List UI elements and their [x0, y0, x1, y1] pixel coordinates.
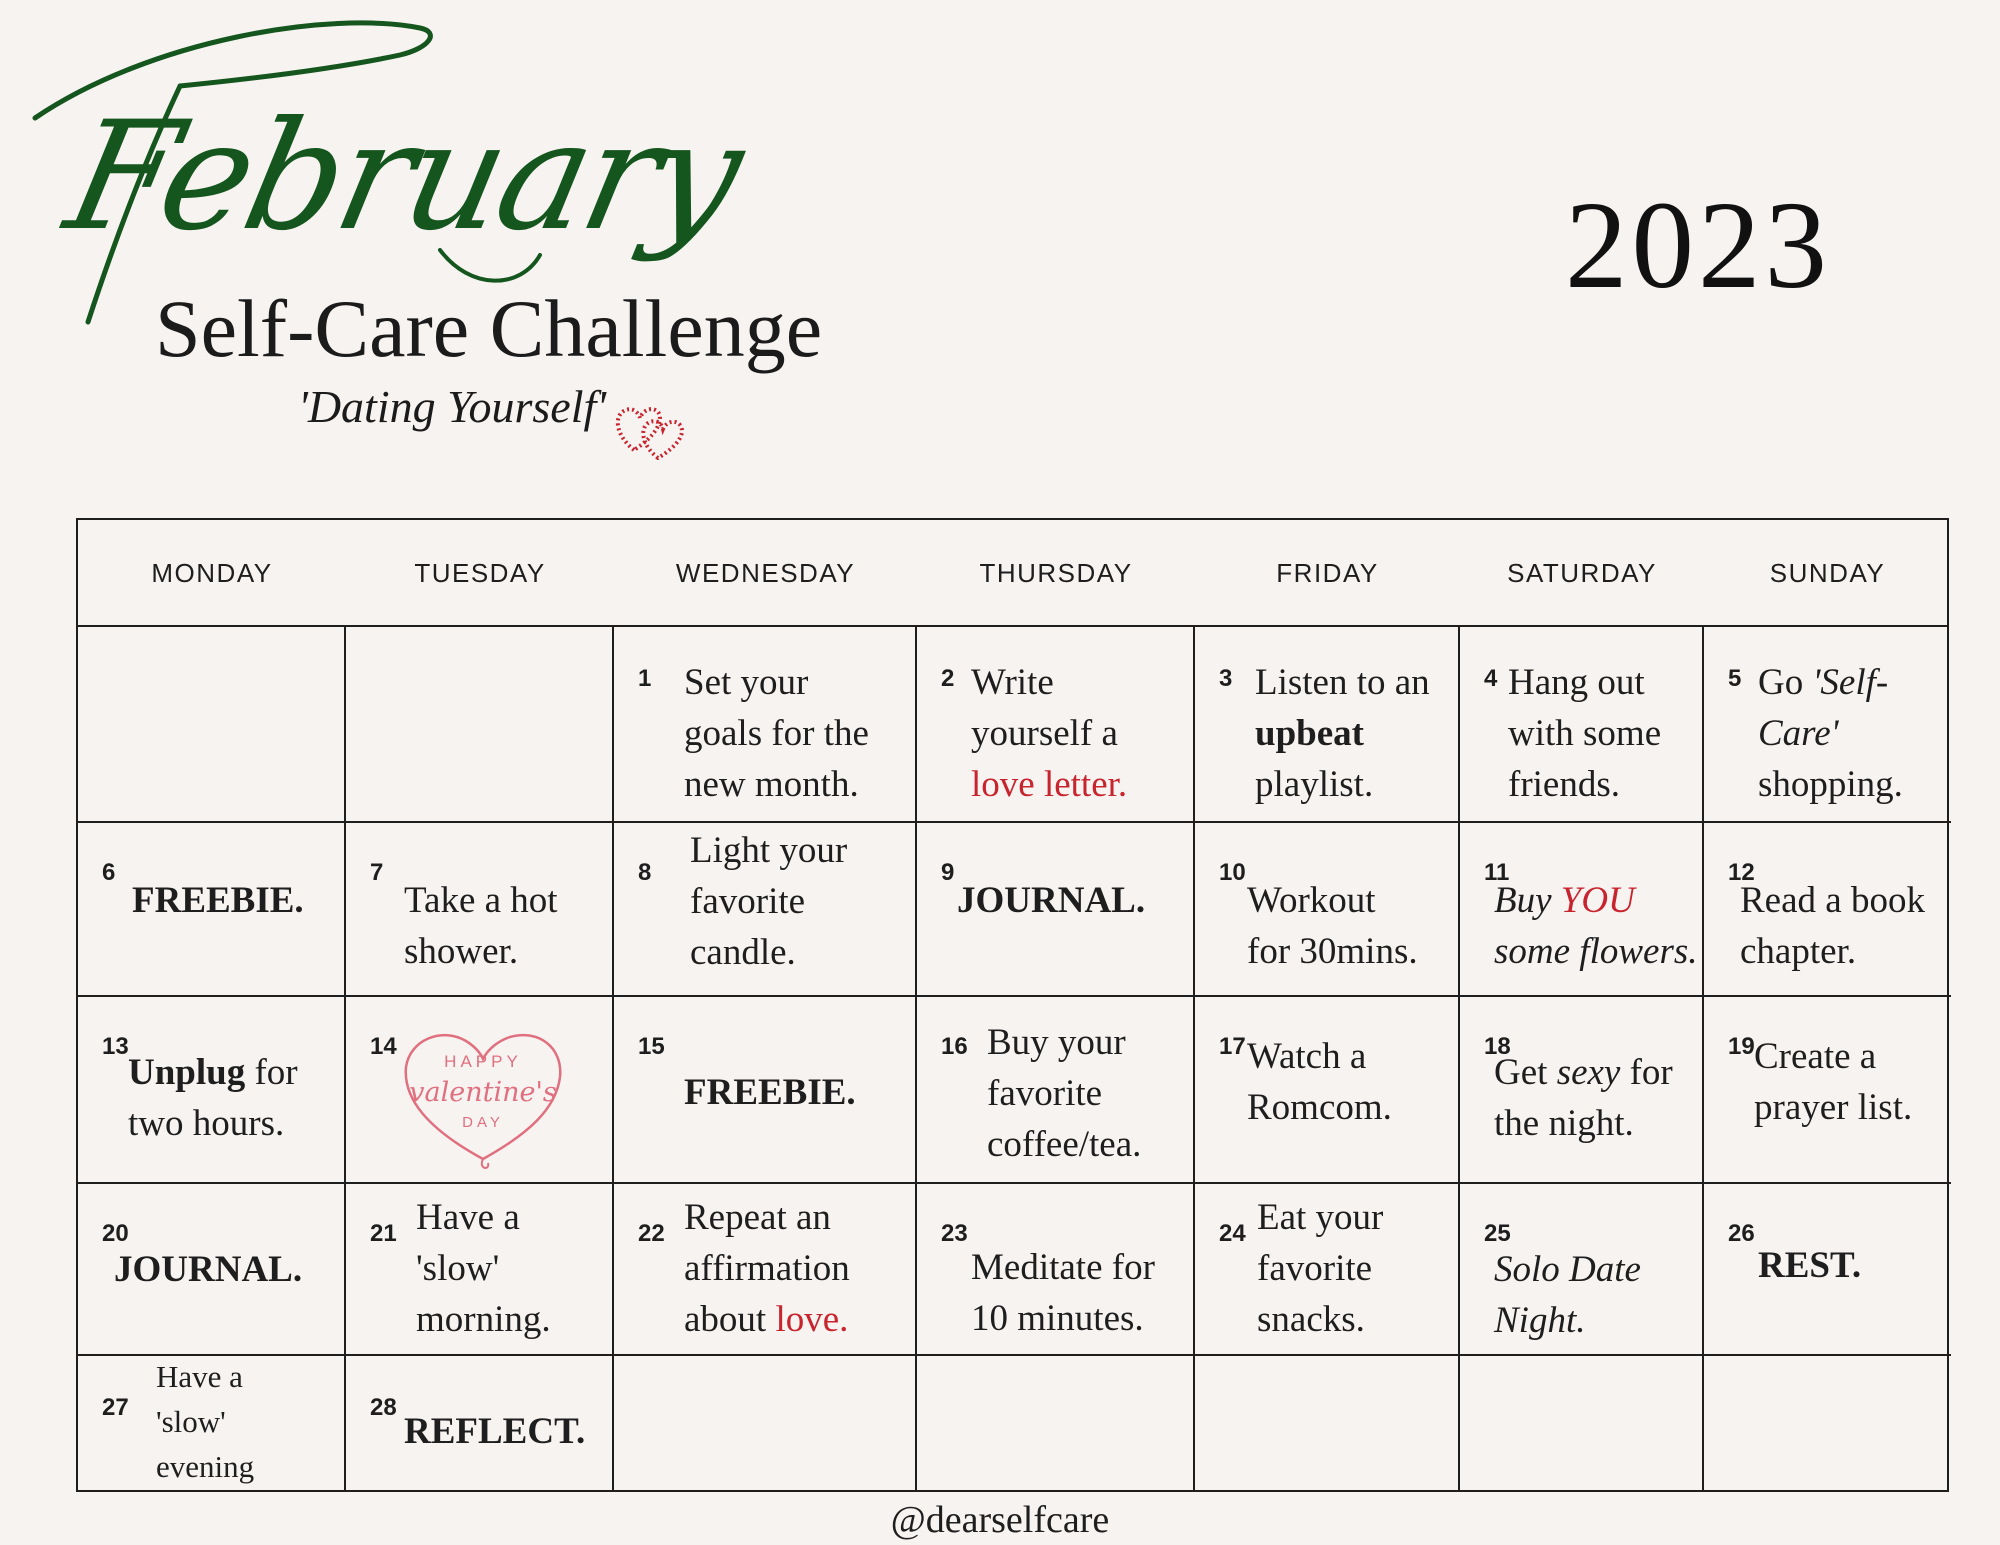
footer-handle: @dearselfcare: [890, 1499, 1110, 1541]
calendar-cell-empty: [917, 1356, 1195, 1492]
calendar-cell-day-2: [917, 627, 1195, 823]
calendar-cell-day-18: [1460, 997, 1704, 1184]
calendar-cell-day-23: [917, 1184, 1195, 1356]
day-number: 11: [1484, 859, 1510, 886]
day-task: Light your favorite candle.: [690, 830, 848, 973]
tagline: 'Dating Yourself': [298, 381, 607, 432]
day-task: Eat your favorite snacks.: [1257, 1197, 1384, 1340]
calendar-cell-day-10: [1195, 823, 1460, 997]
day-task: REST.: [1758, 1245, 1862, 1286]
day-task: FREEBIE.: [132, 880, 304, 921]
day-task: Go 'Self- Care' shopping.: [1758, 662, 1903, 805]
weekday-friday: FRIDAY: [1276, 558, 1379, 588]
weekday-header-row: [78, 520, 1947, 627]
day-task: Solo Date Night.: [1494, 1249, 1641, 1341]
day-number: 7: [370, 859, 384, 886]
calendar-cell-day-25: [1460, 1184, 1704, 1356]
day-task: REFLECT.: [404, 1411, 586, 1452]
weekday-saturday: SATURDAY: [1507, 558, 1657, 588]
calendar-cell-day-8: [614, 823, 917, 997]
day-number: 22: [638, 1220, 665, 1247]
calendar-cell-day-19: [1704, 997, 1951, 1184]
hearts-icon: [612, 400, 687, 460]
calendar-cell-day-11: [1460, 823, 1704, 997]
calendar-cell-day-7: [346, 823, 614, 997]
calendar-cell-empty: [346, 627, 614, 823]
calendar-cell-day-16: [917, 997, 1195, 1184]
day-number: 5: [1728, 665, 1742, 692]
calendar-cell-day-9: [917, 823, 1195, 997]
day-task: JOURNAL.: [114, 1249, 303, 1290]
day-task: Unplug for two hours.: [128, 1052, 298, 1144]
day-task: Buy YOU some flowers.: [1494, 880, 1698, 972]
day-number: 2: [941, 665, 955, 692]
day-number: 4: [1484, 665, 1498, 692]
day-task: Watch a Romcom.: [1247, 1036, 1392, 1128]
day-number: 18: [1484, 1033, 1511, 1060]
day-task: Write yourself a love letter.: [971, 662, 1128, 805]
day-task: Take a hot shower.: [404, 880, 558, 972]
page-subtitle: Self-Care Challenge: [155, 283, 823, 374]
calendar-cell-empty: [1460, 1356, 1704, 1492]
day-number: 13: [102, 1033, 129, 1060]
calendar-cell-empty: [1195, 1356, 1460, 1492]
calendar-cell-day-22: [614, 1184, 917, 1356]
calendar-cell-day-5: [1704, 627, 1951, 823]
calendar-cell-day-28: [346, 1356, 614, 1492]
day-number: 19: [1728, 1033, 1755, 1060]
weekday-thursday: THURSDAY: [979, 558, 1133, 588]
calendar-cell-day-24: [1195, 1184, 1460, 1356]
day-number: 23: [941, 1220, 968, 1247]
calendar-cell-day-1: [614, 627, 917, 823]
calendar-cell-day-4: [1460, 627, 1704, 823]
day-task: Listen to an upbeat playlist.: [1255, 662, 1430, 805]
calendar-cell-day-26: [1704, 1184, 1951, 1356]
weekday-sunday: SUNDAY: [1769, 558, 1886, 588]
valentines-heart-icon: [398, 1019, 568, 1169]
day-task: Create a prayer list.: [1754, 1036, 1913, 1128]
day-task: Repeat an affirmation about love.: [684, 1197, 850, 1340]
day-task: Get sexy for the night.: [1494, 1052, 1673, 1144]
calendar-cell-empty: [78, 627, 346, 823]
calendar-cell-empty: [1704, 1356, 1951, 1492]
day-number: 12: [1728, 859, 1755, 886]
day-number: 25: [1484, 1220, 1511, 1247]
calendar-cell-day-20: [78, 1184, 346, 1356]
day-number: 1: [638, 665, 652, 692]
day-task: Hang out with some friends.: [1508, 662, 1662, 805]
day-task: JOURNAL.: [957, 880, 1146, 921]
month-title: February: [53, 90, 754, 264]
svg-text:DAY: DAY: [462, 1114, 504, 1131]
day-number: 24: [1219, 1220, 1246, 1247]
day-number: 15: [638, 1033, 665, 1060]
svg-text:HAPPY: HAPPY: [444, 1052, 522, 1071]
day-number: 16: [941, 1033, 968, 1060]
day-task: Buy your favorite coffee/tea.: [987, 1022, 1142, 1165]
calendar-cell-day-27: [78, 1356, 346, 1492]
day-number: 26: [1728, 1220, 1755, 1247]
day-number: 10: [1219, 859, 1246, 886]
day-number: 14: [370, 1033, 397, 1060]
day-task: Set your goals for the new month.: [684, 662, 869, 805]
calendar-cell-day-21: [346, 1184, 614, 1356]
day-number: 3: [1219, 665, 1233, 692]
calendar-cell-day-12: [1704, 823, 1951, 997]
day-number: 28: [370, 1394, 397, 1421]
calendar-cell-day-6: [78, 823, 346, 997]
calendar-grid: [76, 518, 1949, 1492]
day-number: 8: [638, 859, 652, 886]
day-task: Meditate for 10 minutes.: [971, 1247, 1155, 1339]
day-number: 20: [102, 1220, 129, 1247]
day-number: 21: [370, 1220, 397, 1247]
day-number: 27: [102, 1394, 129, 1421]
calendar-cell-day-17: [1195, 997, 1460, 1184]
day-task: Have a 'slow' evening: [156, 1359, 255, 1484]
weekday-monday: MONDAY: [151, 558, 273, 588]
weekday-wednesday: WEDNESDAY: [675, 558, 856, 588]
day-task: Read a book chapter.: [1740, 880, 1925, 972]
calendar-cell-empty: [614, 1356, 917, 1492]
calendar-cell-day-13: [78, 997, 346, 1184]
day-task: Workout for 30mins.: [1247, 880, 1418, 972]
year: 2023: [1565, 177, 1831, 315]
svg-text:valentine's: valentine's: [409, 1077, 557, 1108]
day-number: 9: [941, 859, 955, 886]
calendar-cell-day-14: [346, 997, 614, 1184]
weekday-tuesday: TUESDAY: [414, 558, 546, 588]
calendar-cell-day-15: [614, 997, 917, 1184]
header: [0, 0, 2000, 510]
day-number: 17: [1219, 1033, 1246, 1060]
day-task: FREEBIE.: [684, 1072, 856, 1113]
day-number: 6: [102, 859, 116, 886]
day-task: Have a 'slow' morning.: [416, 1197, 551, 1340]
calendar-cell-day-3: [1195, 627, 1460, 823]
